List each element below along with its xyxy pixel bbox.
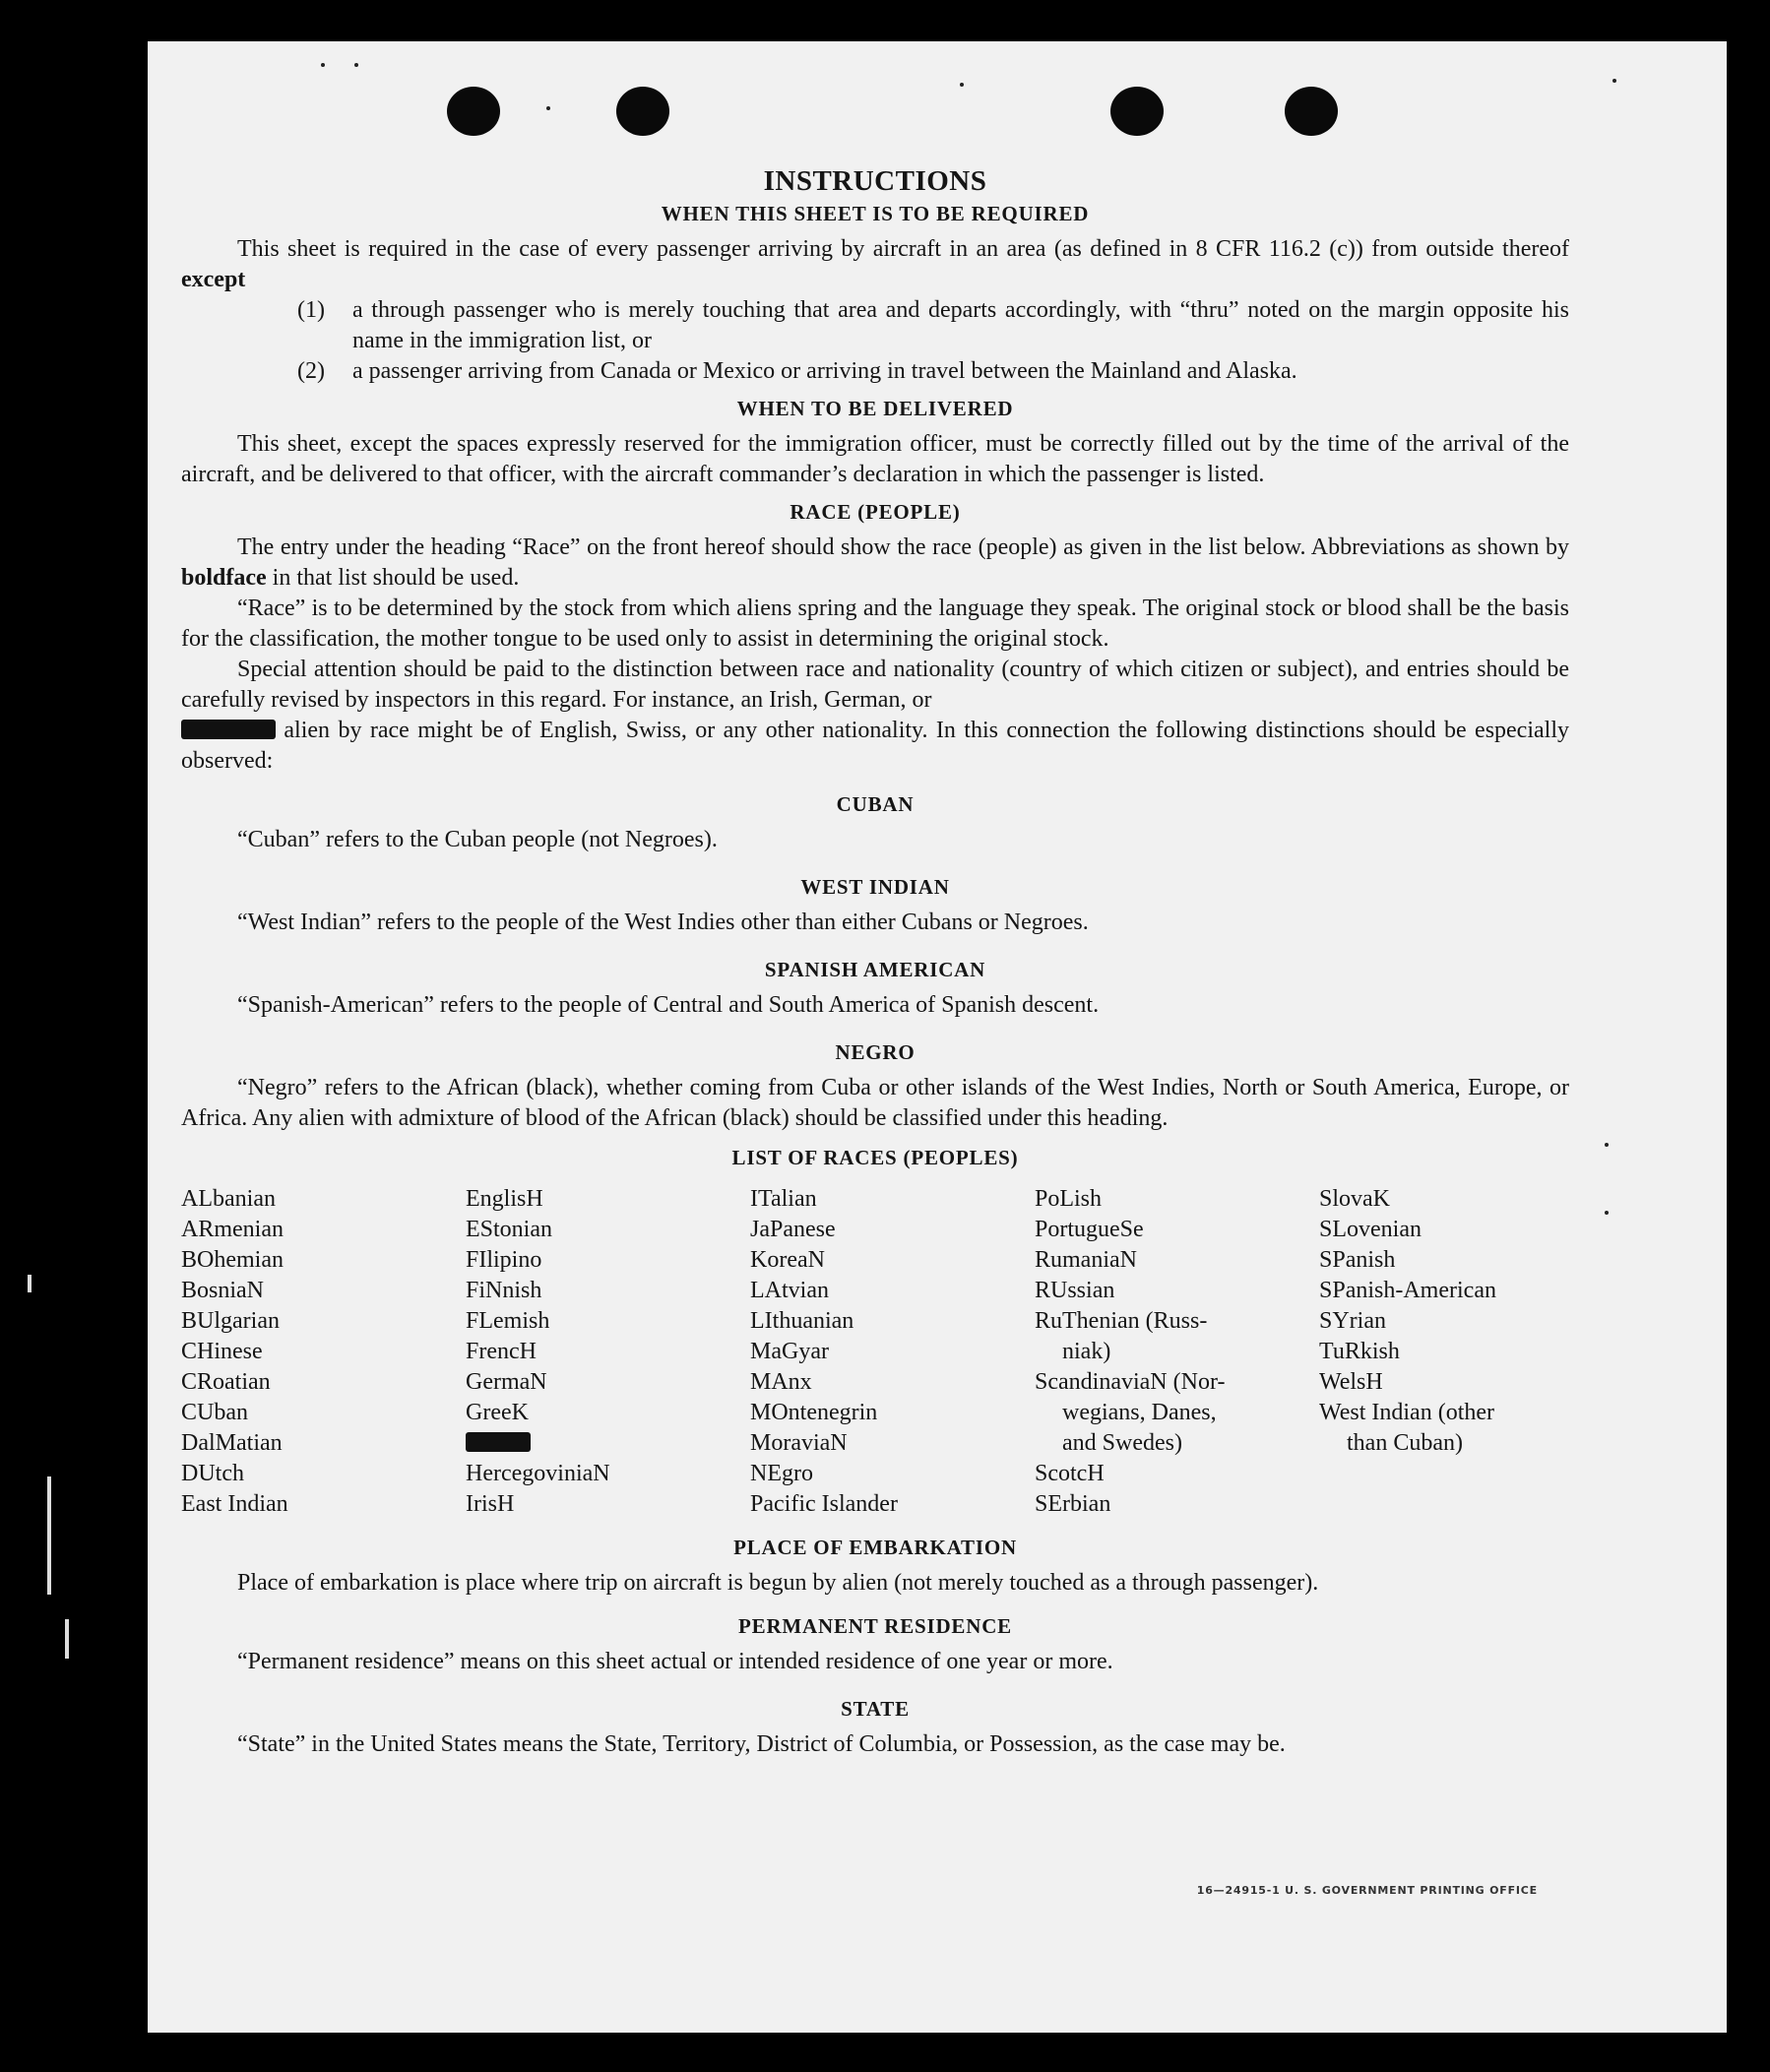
- speck: [1605, 1143, 1609, 1147]
- paragraph: Place of embarkation is place where trip on aircraft is begun by alien (not merely touched as a through passenger).: [237, 1570, 1319, 1596]
- race-entry: ARmenian: [181, 1217, 284, 1242]
- section-heading: LIST OF RACES (PEOPLES): [731, 1146, 1019, 1169]
- race-entry: LIthuanian: [750, 1308, 854, 1334]
- section-heading: PERMANENT RESIDENCE: [738, 1614, 1012, 1638]
- race-entry: ITalian: [750, 1186, 817, 1212]
- race-entry: CHinese: [181, 1339, 263, 1364]
- list-number: (1): [297, 297, 325, 323]
- race-entry-redacted: [466, 1428, 750, 1459]
- paragraph: “State” in the United States means the State, Territory, District of Columbia, or Possession, as the case may be.: [237, 1731, 1286, 1757]
- race-entry: DalMatian: [181, 1430, 283, 1456]
- section-heading: STATE: [841, 1697, 910, 1721]
- bold-text: boldface: [181, 565, 267, 591]
- text: alien by race might be of English, Swiss, or any other nationality. In this connection the following distinctions should be especially observed:: [181, 718, 1569, 774]
- speck: [354, 63, 358, 67]
- race-column: [750, 1184, 1035, 1520]
- paragraph: [181, 234, 1569, 295]
- list-number: (2): [297, 358, 325, 384]
- race-entry: RumaniaN: [1035, 1247, 1137, 1273]
- race-entry: EStonian: [466, 1217, 552, 1242]
- race-entry: FrencH: [466, 1339, 537, 1364]
- list-item: [181, 356, 1569, 387]
- race-entry: BosniaN: [181, 1278, 264, 1303]
- race-entry: FIlipino: [466, 1247, 542, 1273]
- paragraph: This sheet, except the spaces expressly reserved for the immigration officer, must be correctly filled out by the time of the arrival of the aircraft, and be delivered to that officer, with the aircraft commander’s declaration in which the passenger is listed.: [181, 431, 1569, 487]
- list-text: a through passenger who is merely touching that area and departs accordingly, with “thru” noted on the margin opposite his name in the immigration list, or: [352, 297, 1569, 353]
- race-column: [181, 1184, 466, 1520]
- race-entry: EnglisH: [466, 1186, 543, 1212]
- race-entry-continued: wegians, Danes,: [1062, 1400, 1217, 1425]
- paragraph: [181, 533, 1569, 594]
- race-list: [181, 1184, 1569, 1520]
- text: The entry under the heading “Race” on the front hereof should show the race (people) as given in the list below. Abbreviations as shown by: [237, 534, 1569, 560]
- race-entry: MaGyar: [750, 1339, 829, 1364]
- race-entry: FiNnish: [466, 1278, 542, 1303]
- race-entry-continued: and Swedes): [1062, 1430, 1182, 1456]
- race-entry: SPanish-American: [1319, 1278, 1496, 1303]
- race-entry: CRoatian: [181, 1369, 271, 1395]
- race-entry: NEgro: [750, 1461, 813, 1486]
- page-title: INSTRUCTIONS: [763, 165, 987, 197]
- race-entry: ScandinaviaN (Nor-: [1035, 1369, 1226, 1395]
- race-entry: Pacific Islander: [750, 1491, 898, 1517]
- speck: [960, 83, 964, 87]
- race-entry: IrisH: [466, 1491, 515, 1517]
- race-entry: ScotcH: [1035, 1461, 1105, 1486]
- race-entry: RuThenian (Russ-: [1035, 1308, 1208, 1334]
- race-entry: BUlgarian: [181, 1308, 280, 1334]
- paragraph: “West Indian” refers to the people of the West Indies other than either Cubans or Negroes.: [237, 910, 1089, 935]
- section-heading: CUBAN: [836, 792, 915, 816]
- race-entry: MAnx: [750, 1369, 812, 1395]
- race-column: [1319, 1184, 1569, 1520]
- list-item: [181, 295, 1569, 356]
- paragraph: “Permanent residence” means on this sheet actual or intended residence of one year or more.: [237, 1649, 1113, 1674]
- race-entry: SErbian: [1035, 1491, 1111, 1517]
- redaction-mark: [181, 720, 276, 739]
- race-entry-continued: than Cuban): [1347, 1430, 1463, 1456]
- text: in that list should be used.: [272, 565, 520, 591]
- edge-mark: [65, 1619, 69, 1659]
- section-heading: NEGRO: [835, 1040, 916, 1064]
- instructions-body: [181, 165, 1569, 1760]
- race-entry: MoraviaN: [750, 1430, 848, 1456]
- race-entry: West Indian (other: [1319, 1400, 1495, 1425]
- race-entry: DUtch: [181, 1461, 244, 1486]
- paragraph: “Race” is to be determined by the stock from which aliens spring and the language they speak. The original stock or blood shall be the basis for the classification, the mother tongue to be used only to assist in determining the original stock.: [181, 596, 1569, 652]
- race-entry: BOhemian: [181, 1247, 284, 1273]
- race-entry: GermaN: [466, 1369, 547, 1395]
- race-entry: TuRkish: [1319, 1339, 1400, 1364]
- race-entry: WelsH: [1319, 1369, 1383, 1395]
- paragraph: “Spanish-American” refers to the people of Central and South America of Spanish descent.: [237, 992, 1100, 1018]
- race-entry: East Indian: [181, 1491, 288, 1517]
- race-entry: JaPanese: [750, 1217, 836, 1242]
- document-sheet: [148, 41, 1727, 2033]
- race-column: [466, 1184, 750, 1520]
- section-heading: SPANISH AMERICAN: [764, 958, 986, 981]
- race-entry: HercegoviniaN: [466, 1461, 610, 1486]
- speck: [1605, 1211, 1609, 1215]
- race-entry: FLemish: [466, 1308, 550, 1334]
- text: Special attention should be paid to the distinction between race and nationality (country of which citizen or subject), and entries should be carefully revised by inspectors in this regard. For instance, an Irish, German, or: [181, 657, 1569, 713]
- race-entry: ALbanian: [181, 1186, 276, 1212]
- paragraph: “Negro” refers to the African (black), whether coming from Cuba or other islands of the West Indies, North or South America, Europe, or Africa. Any alien with admixture of blood of the African (black) should be classified under this heading.: [181, 1075, 1569, 1131]
- race-entry: PortugueSe: [1035, 1217, 1144, 1242]
- race-entry: SlovaK: [1319, 1186, 1390, 1212]
- section-heading: WHEN TO BE DELIVERED: [736, 397, 1014, 420]
- race-entry-continued: niak): [1062, 1339, 1111, 1364]
- section-heading: PLACE OF EMBARKATION: [733, 1536, 1017, 1559]
- race-entry: MOntenegrin: [750, 1400, 878, 1425]
- punch-hole: [1285, 87, 1338, 136]
- speck: [546, 106, 550, 110]
- race-entry: CUban: [181, 1400, 248, 1425]
- section-heading: WHEN THIS SHEET IS TO BE REQUIRED: [661, 202, 1090, 225]
- text: This sheet is required in the case of every passenger arriving by aircraft in an area (as defined in 8 CFR 116.2 (c)) from outside thereof: [237, 236, 1569, 262]
- speck: [1612, 79, 1616, 83]
- race-entry: KoreaN: [750, 1247, 825, 1273]
- exceptions-list: [181, 295, 1569, 387]
- redaction-mark: [466, 1432, 531, 1452]
- edge-mark: [28, 1275, 32, 1292]
- section-heading: RACE (PEOPLE): [790, 500, 961, 524]
- paragraph: [181, 655, 1569, 777]
- edge-mark: [47, 1476, 51, 1595]
- race-entry: SPanish: [1319, 1247, 1396, 1273]
- punch-hole: [1110, 87, 1164, 136]
- punch-hole: [616, 87, 669, 136]
- race-entry: LAtvian: [750, 1278, 829, 1303]
- print-office-code: 16—24915-1 U. S. GOVERNMENT PRINTING OFFICE: [1196, 1884, 1538, 1897]
- section-heading: WEST INDIAN: [800, 875, 950, 899]
- race-entry: SYrian: [1319, 1308, 1386, 1334]
- race-entry: PoLish: [1035, 1186, 1103, 1212]
- race-entry: SLovenian: [1319, 1217, 1422, 1242]
- list-text: a passenger arriving from Canada or Mexico or arriving in travel between the Mainland and Alaska.: [352, 358, 1297, 384]
- bold-text: except: [181, 267, 246, 292]
- race-column: [1035, 1184, 1319, 1520]
- speck: [321, 63, 325, 67]
- paragraph: “Cuban” refers to the Cuban people (not Negroes).: [237, 827, 718, 852]
- punch-hole: [447, 87, 500, 136]
- race-entry: RUssian: [1035, 1278, 1115, 1303]
- race-entry: GreeK: [466, 1400, 529, 1425]
